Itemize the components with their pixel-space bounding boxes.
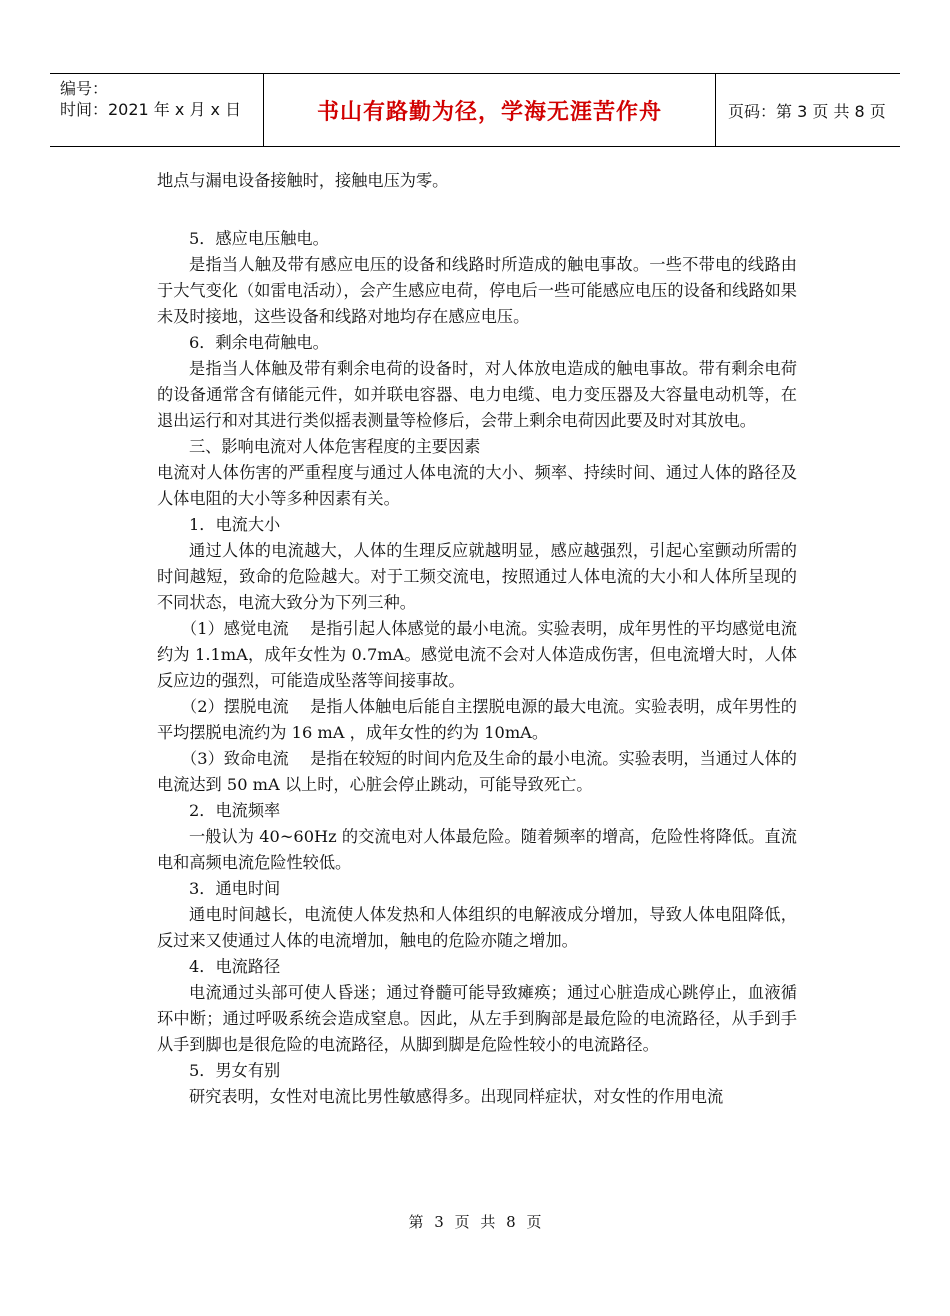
chapter-heading: 三、影响电流对人体危害程度的主要因素 [189, 437, 481, 456]
section-heading: 2．电流频率 [189, 801, 281, 820]
section-heading: 6．剩余电荷触电。 [189, 333, 329, 352]
document-body [157, 168, 797, 1110]
header-meta [50, 74, 264, 146]
section-heading: 5．男女有别 [189, 1061, 281, 1080]
paragraph: 通电时间越长，电流使人体发热和人体组织的电解液成分增加，导致人体电阻降低，反过来又使通过人体的电流增加，触电的危险亦随之增加。 [157, 905, 797, 950]
paragraph: （1）感觉电流 是指引起人体感觉的最小电流。实验表明，成年男性的平均感觉电流约为 1.1mA，成年女性为 0.7mA。感觉电流不会对人体造成伤害，但电流增大时，人体反应边的强烈，可能造成坠落等间接事故。 [157, 619, 797, 690]
document-number-label: 编号： [60, 79, 109, 98]
paragraph: 是指当人触及带有感应电压的设备和线路时所造成的触电事故。一些不带电的线路由于大气变化（如雷电活动），会产生感应电荷，停电后一些可能感应电压的设备和线路如果未及时接地，这些设备和线路对地均存在感应电压。 [157, 255, 797, 326]
paragraph: 地点与漏电设备接触时，接触电压为零。 [157, 171, 449, 190]
paragraph: 研究表明，女性对电流比男性敏感得多。出现同样症状，对女性的作用电流 [189, 1087, 724, 1106]
page-header [50, 73, 900, 147]
paragraph: 电流通过头部可使人昏迷；通过脊髓可能导致瘫痪；通过心脏造成心跳停止，血液循环中断；通过呼吸系统会造成窒息。因此，从左手到胸部是最危险的电流路径，从手到手从手到脚也是很危险的电流路径，从脚到脚是危险性较小的电流路径。 [157, 983, 797, 1054]
section-heading: 5．感应电压触电。 [189, 229, 329, 248]
paragraph: 电流对人体伤害的严重程度与通过人体电流的大小、频率、持续时间、通过人体的路径及人体电阻的大小等多种因素有关。 [157, 463, 797, 508]
header-motto: 书山有路勤为径，学海无涯苦作舟 [264, 74, 716, 146]
paragraph: （3）致命电流 是指在较短的时间内危及生命的最小电流。实验表明，当通过人体的电流达到 50 mA 以上时，心脏会停止跳动，可能导致死亡。 [157, 749, 797, 794]
paragraph: （2）摆脱电流 是指人体触电后能自主摆脱电源的最大电流。实验表明，成年男性的平均摆脱电流约为 16 mA ，成年女性的约为 10mA。 [157, 697, 797, 742]
section-heading: 4．电流路径 [189, 957, 281, 976]
section-heading: 3．通电时间 [189, 879, 281, 898]
paragraph: 是指当人体触及带有剩余电荷的设备时，对人体放电造成的触电事故。带有剩余电荷的设备通常含有储能元件，如并联电容器、电力电缆、电力变压器及大容量电动机等，在退出运行和对其进行类似摇表测量等检修后，会带上剩余电荷因此要及时对其放电。 [157, 359, 797, 430]
document-time-label: 时间：2021 年 x 月 x 日 [60, 100, 242, 119]
paragraph: 通过人体的电流越大，人体的生理反应就越明显，感应越强烈，引起心室颤动所需的时间越短，致命的危险越大。对于工频交流电，按照通过人体电流的大小和人体所呈现的不同状态，电流大致分为下列三种。 [157, 541, 797, 612]
page-footer: 第 3 页 共 8 页 [408, 1213, 542, 1231]
paragraph: 一般认为 40~60Hz 的交流电对人体最危险。随着频率的增高，危险性将降低。直流电和高频电流危险性较低。 [157, 827, 797, 872]
header-page-number: 页码：第 3 页 共 8 页 [728, 101, 886, 121]
section-heading: 1．电流大小 [189, 515, 281, 534]
